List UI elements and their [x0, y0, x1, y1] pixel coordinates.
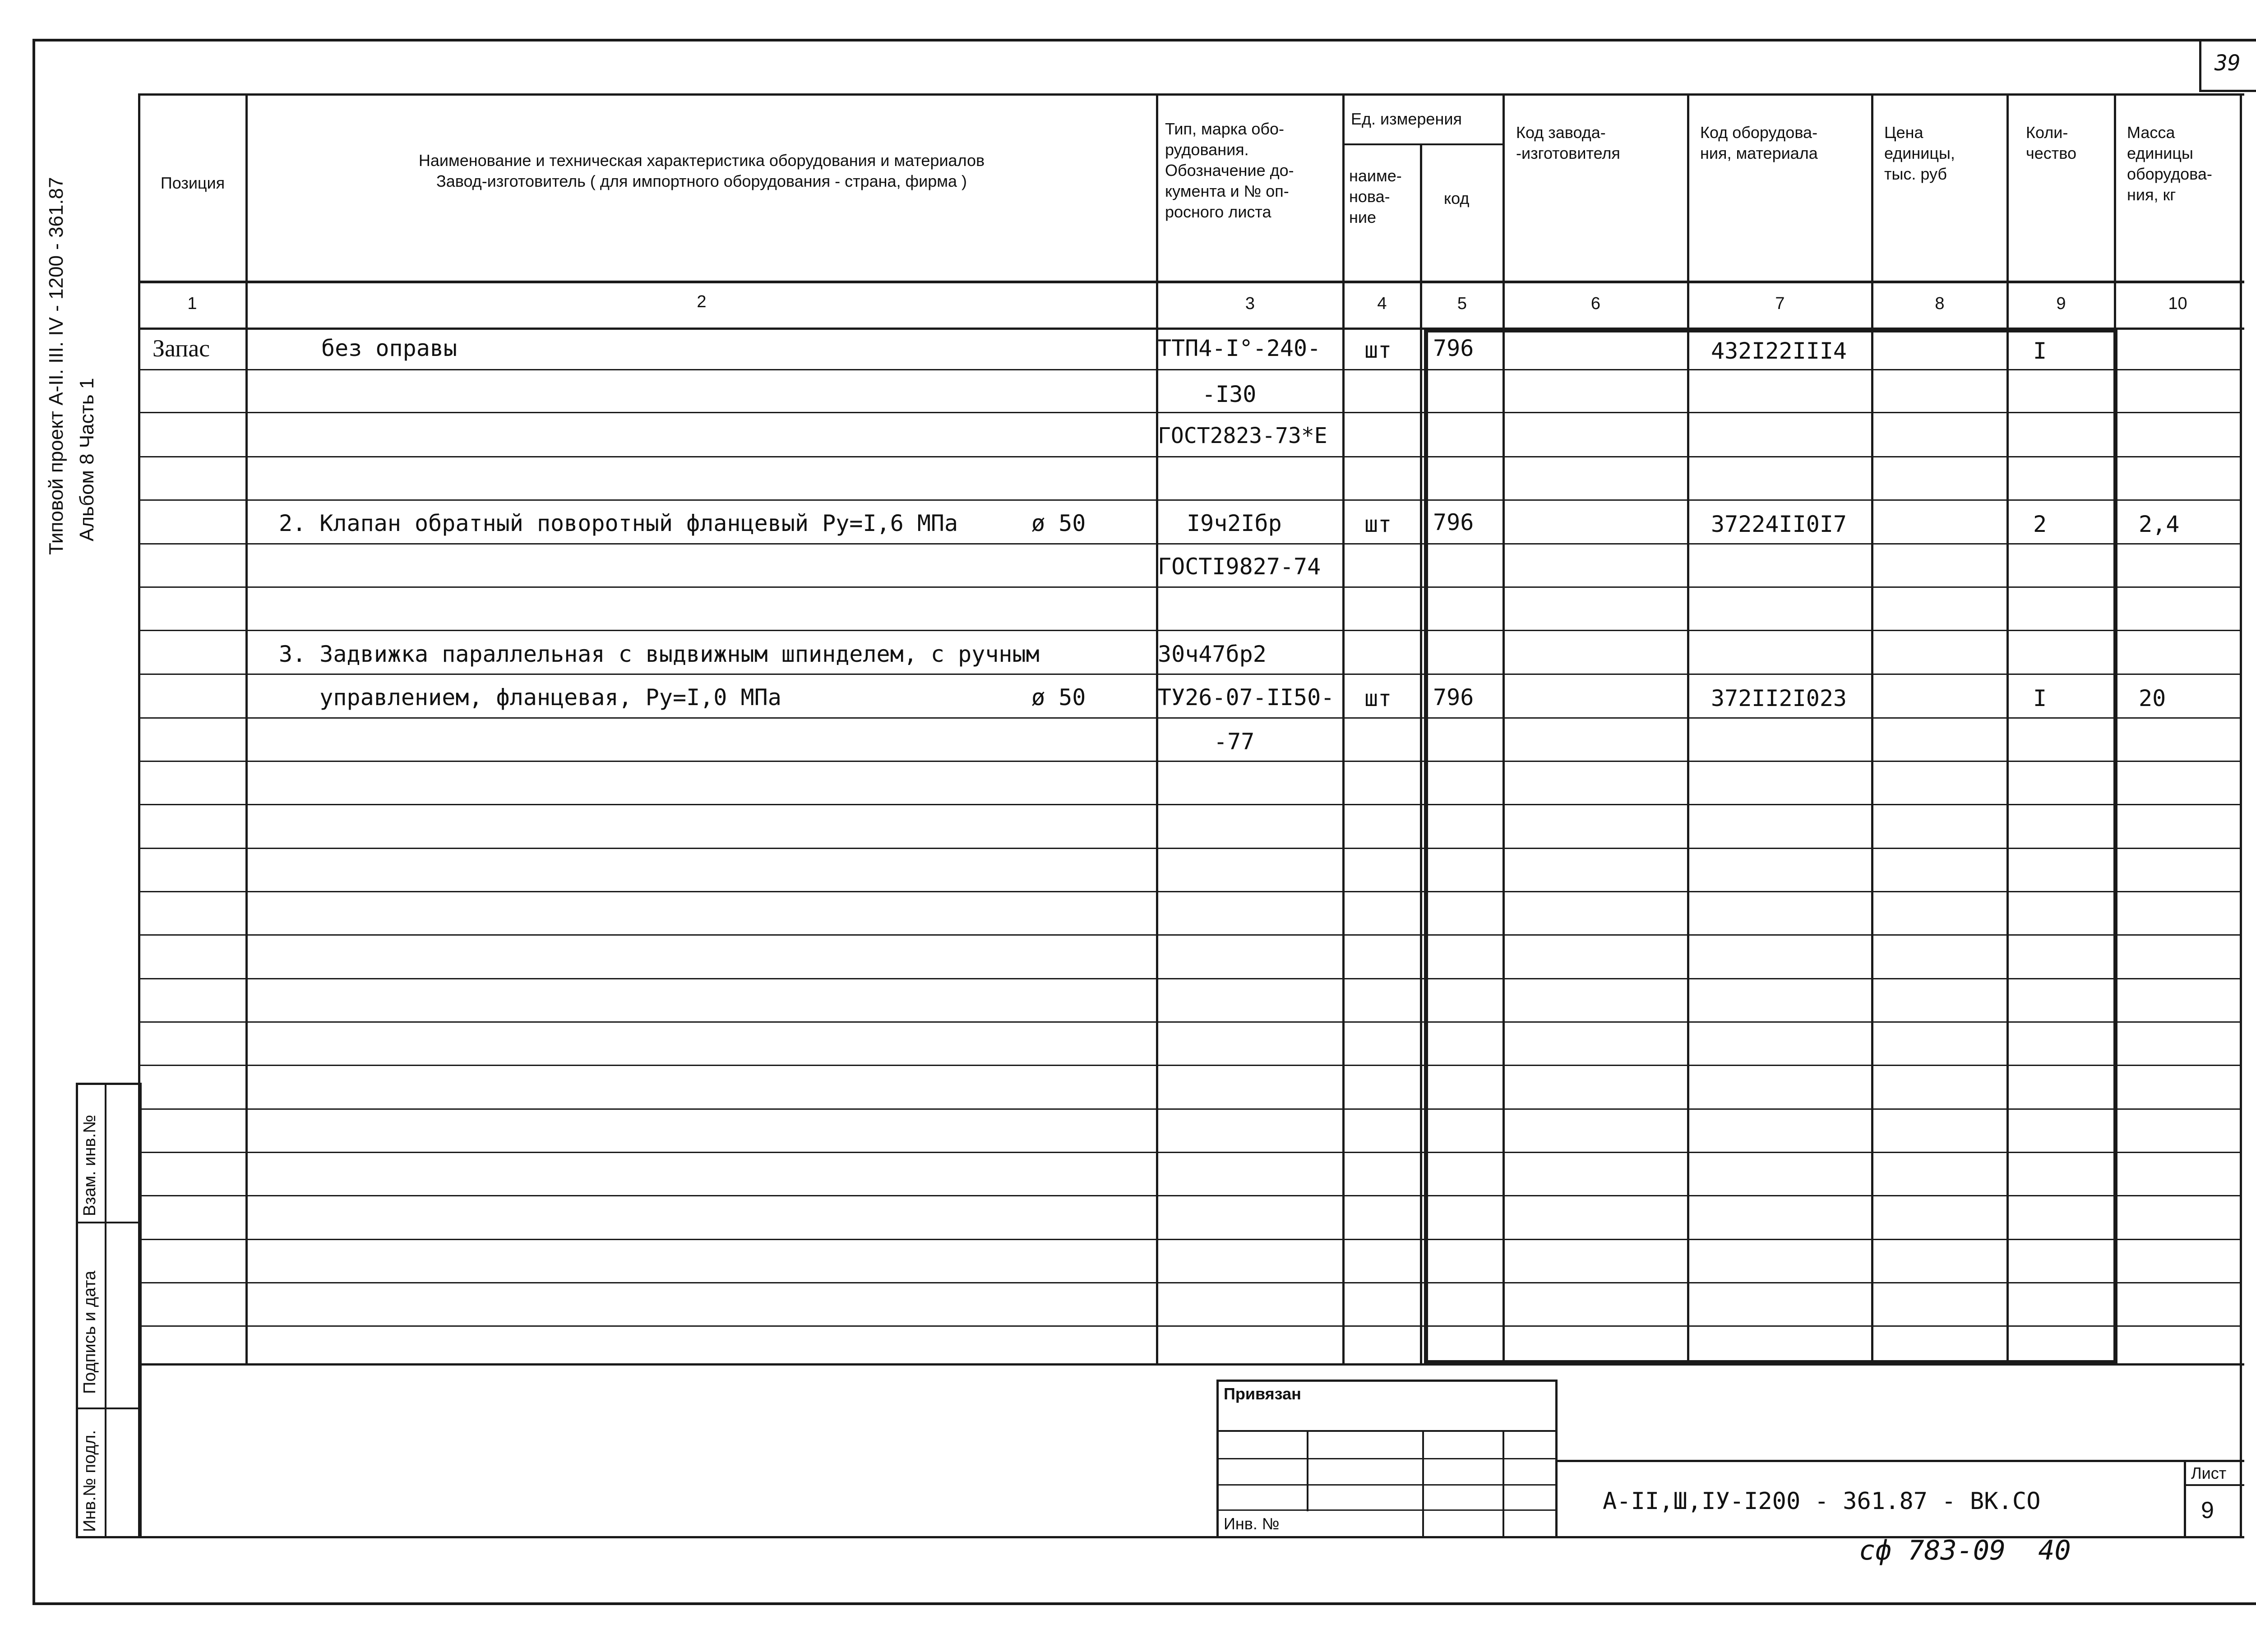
row-code: 796: [1433, 509, 1474, 535]
col-number-5: 5: [1457, 294, 1467, 313]
thick-region: [1424, 328, 2117, 1364]
privyazan-label: Привязан: [1224, 1384, 1301, 1403]
side-album-label: Альбом 8 Часть 1: [76, 378, 98, 541]
row-diameter: ø 50: [1031, 684, 1086, 711]
inv-no-label: Инв. №: [1224, 1514, 1280, 1533]
row-mass: 20: [2139, 685, 2166, 711]
row-unit: шт: [1364, 337, 1392, 363]
row-name: 2. Клапан обратный поворотный фланцевый Ру=I,6 МПа: [279, 510, 958, 536]
row-qty: I: [2033, 338, 2047, 364]
row-type: -77: [1214, 729, 1255, 755]
row-type: ТУ26-07-II50-: [1158, 684, 1335, 711]
stamp-podpis: Подпись и дата: [80, 1270, 99, 1394]
row-unit: шт: [1364, 685, 1392, 711]
header-units: Ед. измерения: [1351, 110, 1462, 128]
row-code: 796: [1433, 684, 1474, 711]
row-type: ТТП4-I°-240-: [1158, 335, 1321, 361]
corner-page-number: 39: [2214, 51, 2241, 76]
col-number-6: 6: [1590, 294, 1601, 313]
stamp-inv: Инв.№ подл.: [80, 1430, 99, 1532]
row-qty: I: [2033, 685, 2047, 711]
doc-code: А-II,Ш,IУ-I200 - 361.87 - ВК.СО: [1603, 1488, 2041, 1515]
row-mass: 2,4: [2139, 511, 2180, 537]
side-project-label: Типовой проект А-II. III. IV - 1200 - 361.87: [45, 177, 67, 555]
col-number-10: 10: [2168, 294, 2187, 313]
row-code: 796: [1433, 335, 1474, 361]
row-equip-code: 37224II0I7: [1711, 511, 1847, 537]
row-type: I9ч2Iбр: [1187, 510, 1282, 536]
row-equip-code: 432I22III4: [1711, 338, 1847, 364]
col-number-2: 2: [697, 292, 707, 311]
footer-handwritten-note: сф 783-09 40: [1859, 1535, 2071, 1566]
header-unit-code: код: [1444, 189, 1470, 208]
col-number-3: 3: [1245, 294, 1255, 313]
row-type: ГОСТ2823-73*Е: [1158, 423, 1327, 448]
col-number-8: 8: [1935, 294, 1945, 313]
col-number-1: 1: [187, 294, 197, 313]
header-position: Позиция: [160, 174, 225, 192]
header-name-line2: Завод-изготовитель ( для импортного оборудования - страна, фирма ): [436, 172, 967, 190]
col-number-7: 7: [1775, 294, 1785, 313]
row-name: 3. Задвижка параллельная с выдвижным шпинделем, с ручным: [279, 641, 1040, 667]
row-qty: 2: [2033, 511, 2047, 537]
row-name: управлением, фланцевая, Ру=I,0 МПа: [279, 684, 781, 711]
row-name: без оправы: [321, 335, 458, 361]
row-diameter: ø 50: [1031, 510, 1086, 536]
header-name-line1: Наименование и техническая характеристика оборудования и материалов: [418, 151, 985, 170]
sheet-label: Лист: [2191, 1464, 2227, 1482]
row-type: 30ч47бр2: [1158, 641, 1267, 667]
row-unit: шт: [1364, 511, 1392, 537]
row-type: ГОСТI9827-74: [1158, 554, 1321, 580]
col-number-4: 4: [1377, 294, 1387, 313]
col-number-9: 9: [2056, 294, 2066, 313]
stamp-vzam: Взам. инв.№: [80, 1115, 99, 1216]
row-type: -I30: [1202, 381, 1257, 407]
row-equip-code: 372II2I023: [1711, 685, 1847, 711]
row-position: Запас: [153, 335, 210, 362]
sheet-number: 9: [2201, 1497, 2214, 1523]
